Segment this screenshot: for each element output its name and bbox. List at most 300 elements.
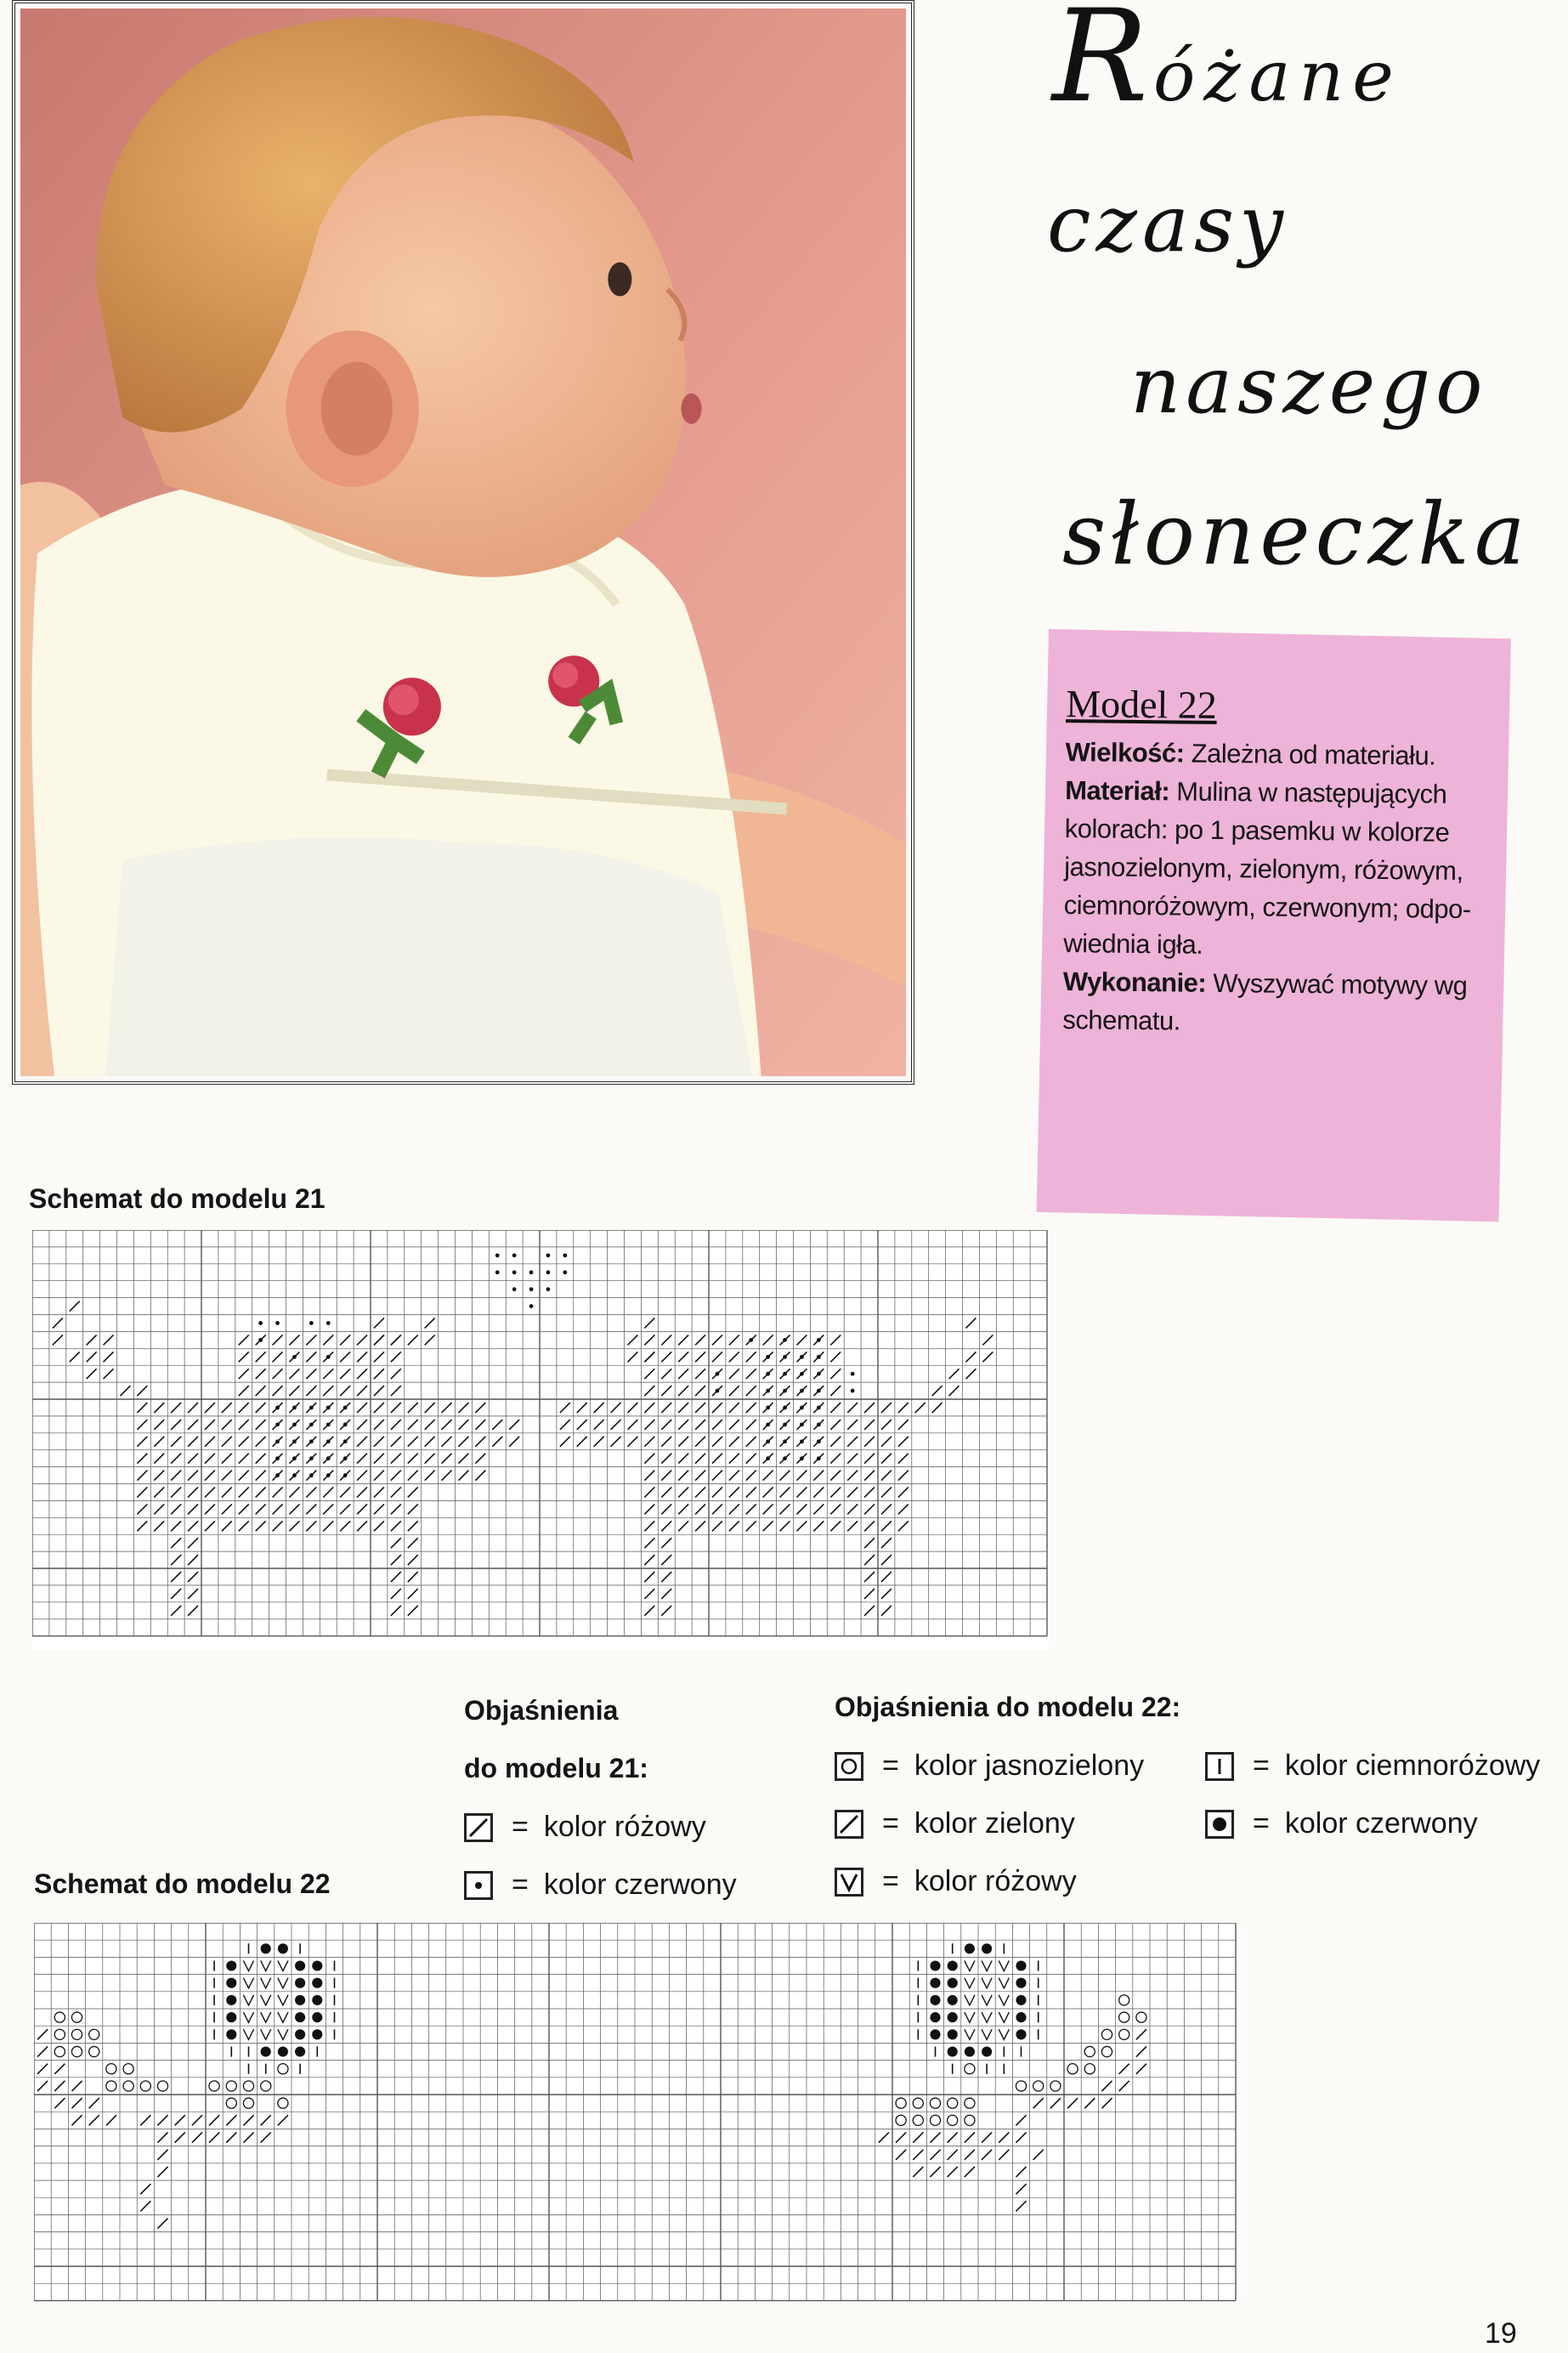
bar-symbol-icon bbox=[1205, 1752, 1234, 1781]
material-line: Materiał: Mulina w następujących bbox=[1065, 775, 1447, 809]
stitch-s bbox=[374, 1420, 384, 1430]
stitch-s bbox=[205, 1471, 215, 1481]
stitch-s bbox=[695, 1386, 705, 1396]
stitch-s bbox=[627, 1403, 637, 1413]
stitch-d bbox=[851, 1389, 855, 1393]
stitch-s bbox=[1033, 2150, 1044, 2160]
stitch-s bbox=[881, 1471, 892, 1481]
material-line: wiednia igła. bbox=[1063, 928, 1203, 960]
stitch-s bbox=[154, 1437, 164, 1447]
stitch-s bbox=[712, 1521, 722, 1531]
stitch-s bbox=[374, 1471, 384, 1481]
stitch-s bbox=[796, 1521, 807, 1531]
page-number: 19 bbox=[1485, 2317, 1517, 2350]
stitch-d bbox=[292, 1473, 297, 1477]
stitch-s bbox=[898, 1437, 909, 1447]
stitch-s bbox=[746, 1471, 756, 1481]
stitch-d bbox=[326, 1406, 331, 1410]
stitch-s bbox=[442, 1454, 452, 1464]
stitch-v bbox=[982, 1978, 992, 1988]
stitch-v bbox=[278, 1960, 288, 1970]
stitch-d bbox=[326, 1355, 331, 1359]
stitch-s bbox=[273, 1504, 283, 1514]
stitch-s bbox=[678, 1369, 688, 1379]
stitch-s bbox=[140, 2201, 150, 2211]
stitch-s bbox=[661, 1589, 671, 1599]
stitch-s bbox=[239, 1403, 249, 1413]
stitch-s bbox=[154, 1403, 164, 1413]
dot-symbol-icon bbox=[464, 1871, 493, 1900]
stitch-s bbox=[54, 2098, 65, 2108]
stitch-s bbox=[89, 2115, 99, 2125]
stitch-s bbox=[137, 1487, 147, 1497]
stitch-s bbox=[53, 1318, 63, 1328]
schema21-heading: Schemat do modelu 21 bbox=[29, 1183, 325, 1214]
stitch-s bbox=[323, 1487, 333, 1497]
stitch-s bbox=[712, 1504, 722, 1514]
stitch-v bbox=[243, 1995, 253, 2005]
stitch-d bbox=[495, 1270, 500, 1274]
stitch-F bbox=[948, 2029, 958, 2039]
stitch-s bbox=[239, 1386, 249, 1396]
stitch-F bbox=[930, 2012, 940, 2022]
stitch-d bbox=[275, 1406, 280, 1410]
stitch-s bbox=[374, 1487, 384, 1497]
stitch-s bbox=[763, 1335, 773, 1345]
stitch-s bbox=[391, 1521, 401, 1531]
stitch-d bbox=[292, 1355, 297, 1359]
schema21-chart bbox=[32, 1230, 1049, 1650]
stitch-s bbox=[678, 1504, 688, 1514]
stitch-s bbox=[577, 1437, 587, 1447]
stitch-s bbox=[813, 1487, 824, 1497]
stitch-s bbox=[137, 1420, 147, 1430]
stitch-s bbox=[188, 1606, 198, 1616]
stitch-s bbox=[137, 1437, 147, 1447]
stitch-F bbox=[1016, 1960, 1026, 1970]
stitch-s bbox=[729, 1437, 739, 1447]
stitch-s bbox=[627, 1420, 637, 1430]
stitch-s bbox=[729, 1471, 739, 1481]
stitch-v bbox=[982, 1995, 992, 2005]
stitch-F bbox=[312, 1978, 322, 1988]
stitch-s bbox=[323, 1386, 333, 1396]
stitch-o bbox=[1016, 2081, 1026, 2091]
stitch-s bbox=[847, 1504, 858, 1514]
title-line-4: słoneczka bbox=[1062, 485, 1531, 584]
stitch-v bbox=[243, 1960, 253, 1970]
stitch-o bbox=[106, 2081, 116, 2091]
stitch-d bbox=[275, 1473, 280, 1477]
stitch-s bbox=[226, 2115, 236, 2125]
stitch-s bbox=[425, 1318, 435, 1328]
stitch-s bbox=[644, 1403, 654, 1413]
stitch-o bbox=[140, 2081, 150, 2091]
stitch-s bbox=[171, 1555, 181, 1565]
stitch-s bbox=[374, 1437, 384, 1447]
stitch-s bbox=[965, 1318, 976, 1328]
stitch-s bbox=[644, 1589, 654, 1599]
stitch-s bbox=[746, 1386, 756, 1396]
stitch-o bbox=[1101, 2029, 1112, 2039]
stitch-o bbox=[71, 2046, 82, 2056]
stitch-F bbox=[948, 2012, 958, 2022]
stitch-d bbox=[292, 1456, 297, 1460]
stitch-d bbox=[800, 1456, 804, 1460]
stitch-s bbox=[188, 1487, 198, 1497]
stitch-s bbox=[71, 2115, 82, 2125]
stitch-s bbox=[930, 2150, 940, 2160]
stitch-s bbox=[70, 1301, 80, 1312]
stitch-s bbox=[847, 1437, 858, 1447]
slash-symbol-icon bbox=[835, 1810, 863, 1839]
stitch-F bbox=[1016, 1995, 1026, 2005]
stitch-s bbox=[678, 1487, 688, 1497]
stitch-s bbox=[644, 1471, 654, 1481]
stitch-s bbox=[881, 1420, 892, 1430]
stitch-d bbox=[258, 1338, 263, 1342]
stitch-d bbox=[512, 1287, 517, 1291]
stitch-s bbox=[475, 1420, 485, 1430]
stitch-s bbox=[458, 1420, 468, 1430]
stitch-s bbox=[746, 1352, 756, 1362]
stitch-s bbox=[408, 1589, 418, 1599]
stitch-s bbox=[813, 1504, 824, 1514]
stitch-d bbox=[309, 1456, 314, 1460]
stitch-s bbox=[137, 1504, 147, 1514]
stitch-d bbox=[512, 1270, 517, 1274]
stitch-s bbox=[1084, 2098, 1095, 2108]
stitch-s bbox=[273, 1487, 283, 1497]
stitch-s bbox=[644, 1487, 654, 1497]
stitch-d bbox=[258, 1321, 263, 1325]
stitch-s bbox=[746, 1403, 756, 1413]
stitch-s bbox=[949, 1369, 959, 1379]
stitch-s bbox=[140, 2115, 150, 2125]
legend22-item: = kolor różowy bbox=[835, 1865, 1077, 1898]
stitch-s bbox=[661, 1538, 671, 1548]
stitch-s bbox=[442, 1403, 452, 1413]
stitch-s bbox=[53, 1335, 63, 1345]
stitch-d bbox=[817, 1422, 821, 1426]
stitch-s bbox=[408, 1403, 418, 1413]
stitch-s bbox=[678, 1437, 688, 1447]
stitch-s bbox=[222, 1454, 232, 1464]
stitch-s bbox=[864, 1555, 875, 1565]
stitch-s bbox=[881, 1606, 892, 1616]
stitch-s bbox=[898, 1487, 909, 1497]
stitch-s bbox=[357, 1471, 367, 1481]
stitch-s bbox=[340, 1521, 350, 1531]
stitch-s bbox=[243, 2115, 253, 2125]
stitch-s bbox=[492, 1420, 502, 1430]
stitch-d bbox=[783, 1422, 787, 1426]
stitch-s bbox=[37, 2029, 48, 2039]
stitch-s bbox=[243, 2132, 253, 2142]
stitch-s bbox=[357, 1352, 367, 1362]
stitch-s bbox=[594, 1420, 604, 1430]
stitch-s bbox=[644, 1606, 654, 1616]
stitch-s bbox=[408, 1471, 418, 1481]
stitch-s bbox=[425, 1420, 435, 1430]
stitch-s bbox=[896, 2150, 906, 2160]
stitch-s bbox=[188, 1521, 198, 1531]
stitch-s bbox=[391, 1454, 401, 1464]
stitch-F bbox=[1016, 2029, 1026, 2039]
stitch-s bbox=[661, 1521, 671, 1531]
stitch-s bbox=[644, 1352, 654, 1362]
stitch-o bbox=[913, 2098, 923, 2108]
legend22-item: = kolor ciemnoróżowy bbox=[1205, 1749, 1540, 1783]
stitch-s bbox=[729, 1420, 739, 1430]
slash-symbol-icon bbox=[464, 1813, 493, 1842]
stitch-s bbox=[898, 1420, 909, 1430]
stitch-s bbox=[898, 1454, 909, 1464]
stitch-F bbox=[312, 1995, 322, 2005]
stitch-s bbox=[695, 1369, 705, 1379]
stitch-s bbox=[357, 1504, 367, 1514]
stitch-d bbox=[817, 1439, 821, 1443]
stitch-s bbox=[475, 1437, 485, 1447]
legend21-heading-2: do modelu 21: bbox=[464, 1753, 648, 1783]
stitch-s bbox=[644, 1504, 654, 1514]
stitch-s bbox=[729, 1369, 739, 1379]
stitch-s bbox=[982, 2132, 992, 2142]
stitch-o bbox=[226, 2098, 236, 2108]
stitch-s bbox=[256, 1487, 266, 1497]
stitch-s bbox=[37, 2046, 48, 2056]
stitch-s bbox=[357, 1437, 367, 1447]
stitch-s bbox=[87, 1335, 97, 1345]
stitch-d bbox=[343, 1456, 348, 1460]
stitch-s bbox=[226, 2132, 236, 2142]
stitch-F bbox=[930, 1995, 940, 2005]
stitch-s bbox=[796, 1504, 807, 1514]
stitch-s bbox=[1016, 2132, 1026, 2142]
stitch-v bbox=[278, 1978, 288, 1988]
stitch-F bbox=[295, 1960, 305, 1970]
stitch-d bbox=[326, 1473, 331, 1477]
stitch-s bbox=[425, 1471, 435, 1481]
stitch-s bbox=[830, 1487, 841, 1497]
stitch-s bbox=[881, 1589, 892, 1599]
stitch-F bbox=[295, 2029, 305, 2039]
stitch-v bbox=[965, 1978, 975, 1988]
stitch-o bbox=[1084, 2046, 1095, 2056]
stitch-s bbox=[261, 2132, 271, 2142]
stitch-s bbox=[222, 1471, 232, 1481]
stitch-v bbox=[261, 2012, 271, 2022]
stitch-d bbox=[309, 1439, 314, 1443]
stitch-s bbox=[391, 1386, 401, 1396]
stitch-s bbox=[425, 1437, 435, 1447]
title-line-3: naszego bbox=[1130, 340, 1488, 431]
stitch-d bbox=[563, 1270, 567, 1274]
stitch-o bbox=[930, 2115, 940, 2125]
stitch-d bbox=[326, 1422, 331, 1426]
stitch-s bbox=[965, 2167, 975, 2177]
stitch-s bbox=[577, 1420, 587, 1430]
stitch-d bbox=[343, 1406, 348, 1410]
stitch-s bbox=[830, 1471, 841, 1481]
stitch-s bbox=[965, 2150, 975, 2160]
stitch-s bbox=[763, 1487, 773, 1497]
stitch-s bbox=[830, 1335, 841, 1345]
stitch-s bbox=[796, 1487, 807, 1497]
stitch-d bbox=[343, 1439, 348, 1443]
stitch-s bbox=[87, 1352, 97, 1362]
stitch-o bbox=[71, 2029, 82, 2039]
stitch-s bbox=[780, 1487, 790, 1497]
stitch-d bbox=[783, 1372, 787, 1376]
stitch-s bbox=[729, 1403, 739, 1413]
stitch-s bbox=[830, 1521, 841, 1531]
stitch-o bbox=[948, 2115, 958, 2125]
stitch-s bbox=[340, 1369, 350, 1379]
stitch-F bbox=[965, 2046, 975, 2056]
stitch-s bbox=[746, 1521, 756, 1531]
stitch-s bbox=[425, 1403, 435, 1413]
stitch-s bbox=[729, 1352, 739, 1362]
stitch-o bbox=[1119, 2012, 1129, 2022]
stitch-s bbox=[475, 1454, 485, 1464]
stitch-s bbox=[256, 1403, 266, 1413]
model-title: Model 22 bbox=[1065, 682, 1218, 727]
stitch-s bbox=[306, 1386, 316, 1396]
execution-line: Wykonanie: Wyszywać motywy wg bbox=[1062, 967, 1468, 1001]
stitch-s bbox=[239, 1521, 249, 1531]
stitch-v bbox=[965, 2012, 975, 2022]
stitch-s bbox=[644, 1538, 654, 1548]
stitch-v bbox=[278, 2012, 288, 2022]
stitch-v bbox=[999, 1995, 1009, 2005]
stitch-v bbox=[999, 1978, 1009, 1988]
stitch-s bbox=[256, 1386, 266, 1396]
stitch-s bbox=[256, 1420, 266, 1430]
stitch-d bbox=[851, 1372, 855, 1376]
stitch-s bbox=[289, 1504, 299, 1514]
stitch-s bbox=[157, 2167, 167, 2177]
legend22-item: = kolor czerwony bbox=[1205, 1807, 1478, 1840]
stitch-v bbox=[982, 2029, 992, 2039]
stitch-s bbox=[391, 1555, 401, 1565]
legend21-heading: Objaśnienia bbox=[464, 1695, 619, 1726]
stitch-s bbox=[712, 1403, 722, 1413]
stitch-s bbox=[695, 1437, 705, 1447]
stitch-s bbox=[323, 1369, 333, 1379]
stitch-s bbox=[340, 1386, 350, 1396]
stitch-d bbox=[546, 1287, 551, 1291]
stitch-s bbox=[222, 1420, 232, 1430]
stitch-F bbox=[982, 2046, 992, 2056]
stitch-s bbox=[175, 2132, 185, 2142]
stitch-s bbox=[644, 1555, 654, 1565]
stitch-s bbox=[239, 1454, 249, 1464]
stitch-s bbox=[104, 1352, 114, 1362]
stitch-s bbox=[205, 1521, 215, 1531]
stitch-d bbox=[766, 1372, 770, 1376]
stitch-s bbox=[391, 1572, 401, 1582]
stitch-s bbox=[374, 1403, 384, 1413]
stitch-s bbox=[813, 1471, 824, 1481]
stitch-s bbox=[222, 1521, 232, 1531]
stitch-s bbox=[205, 1437, 215, 1447]
stitch-d bbox=[817, 1389, 821, 1393]
stitch-s bbox=[881, 1403, 892, 1413]
stitch-F bbox=[930, 2029, 940, 2039]
stitch-s bbox=[374, 1335, 384, 1345]
stitch-s bbox=[796, 1471, 807, 1481]
stitch-s bbox=[205, 1454, 215, 1464]
stitch-s bbox=[830, 1437, 841, 1447]
stitch-s bbox=[391, 1504, 401, 1514]
stitch-s bbox=[881, 1504, 892, 1514]
stitch-s bbox=[71, 2081, 82, 2091]
stitch-s bbox=[442, 1420, 452, 1430]
stitch-s bbox=[999, 2132, 1009, 2142]
schema22-chart bbox=[34, 1923, 1241, 2302]
stitch-s bbox=[222, 1487, 232, 1497]
stitch-s bbox=[864, 1420, 875, 1430]
stitch-s bbox=[746, 1487, 756, 1497]
stitch-o bbox=[1136, 2012, 1146, 2022]
stitch-d bbox=[817, 1456, 821, 1460]
stitch-s bbox=[188, 1589, 198, 1599]
stitch-s bbox=[661, 1572, 671, 1582]
stitch-o bbox=[1084, 2064, 1095, 2074]
stitch-s bbox=[374, 1352, 384, 1362]
stitch-s bbox=[54, 2064, 65, 2074]
stitch-d bbox=[326, 1456, 331, 1460]
stitch-d bbox=[783, 1389, 787, 1393]
stitch-s bbox=[1033, 2098, 1044, 2108]
stitch-s bbox=[864, 1437, 875, 1447]
stitch-s bbox=[357, 1487, 367, 1497]
stitch-o bbox=[261, 2081, 271, 2091]
stitch-s bbox=[209, 2132, 219, 2142]
stitch-s bbox=[594, 1437, 604, 1447]
stitch-s bbox=[137, 1403, 147, 1413]
stitch-s bbox=[948, 2167, 958, 2177]
stitch-s bbox=[256, 1437, 266, 1447]
stitch-s bbox=[154, 1454, 164, 1464]
stitch-s bbox=[256, 1454, 266, 1464]
legend21-item: = kolor czerwony bbox=[464, 1868, 737, 1902]
stitch-s bbox=[104, 1335, 114, 1345]
stitch-F bbox=[226, 1995, 236, 2005]
stitch-s bbox=[746, 1420, 756, 1430]
stitch-s bbox=[847, 1471, 858, 1481]
stitch-o bbox=[1067, 2064, 1078, 2074]
stitch-d bbox=[309, 1406, 314, 1410]
stitch-s bbox=[746, 1504, 756, 1514]
stitch-s bbox=[864, 1403, 875, 1413]
stitch-s bbox=[509, 1437, 519, 1447]
stitch-s bbox=[965, 1369, 976, 1379]
stitch-s bbox=[695, 1454, 705, 1464]
material-line: ciemnoróżowym, czerwonym; odpo- bbox=[1063, 890, 1471, 925]
stitch-s bbox=[678, 1521, 688, 1531]
stitch-s bbox=[340, 1335, 350, 1345]
stitch-s bbox=[306, 1335, 316, 1345]
stitch-s bbox=[188, 1437, 198, 1447]
stitch-s bbox=[188, 1555, 198, 1565]
stitch-s bbox=[323, 1521, 333, 1531]
stitch-s bbox=[881, 1521, 892, 1531]
stitch-s bbox=[560, 1437, 570, 1447]
stitch-s bbox=[442, 1437, 452, 1447]
stitch-s bbox=[746, 1454, 756, 1464]
